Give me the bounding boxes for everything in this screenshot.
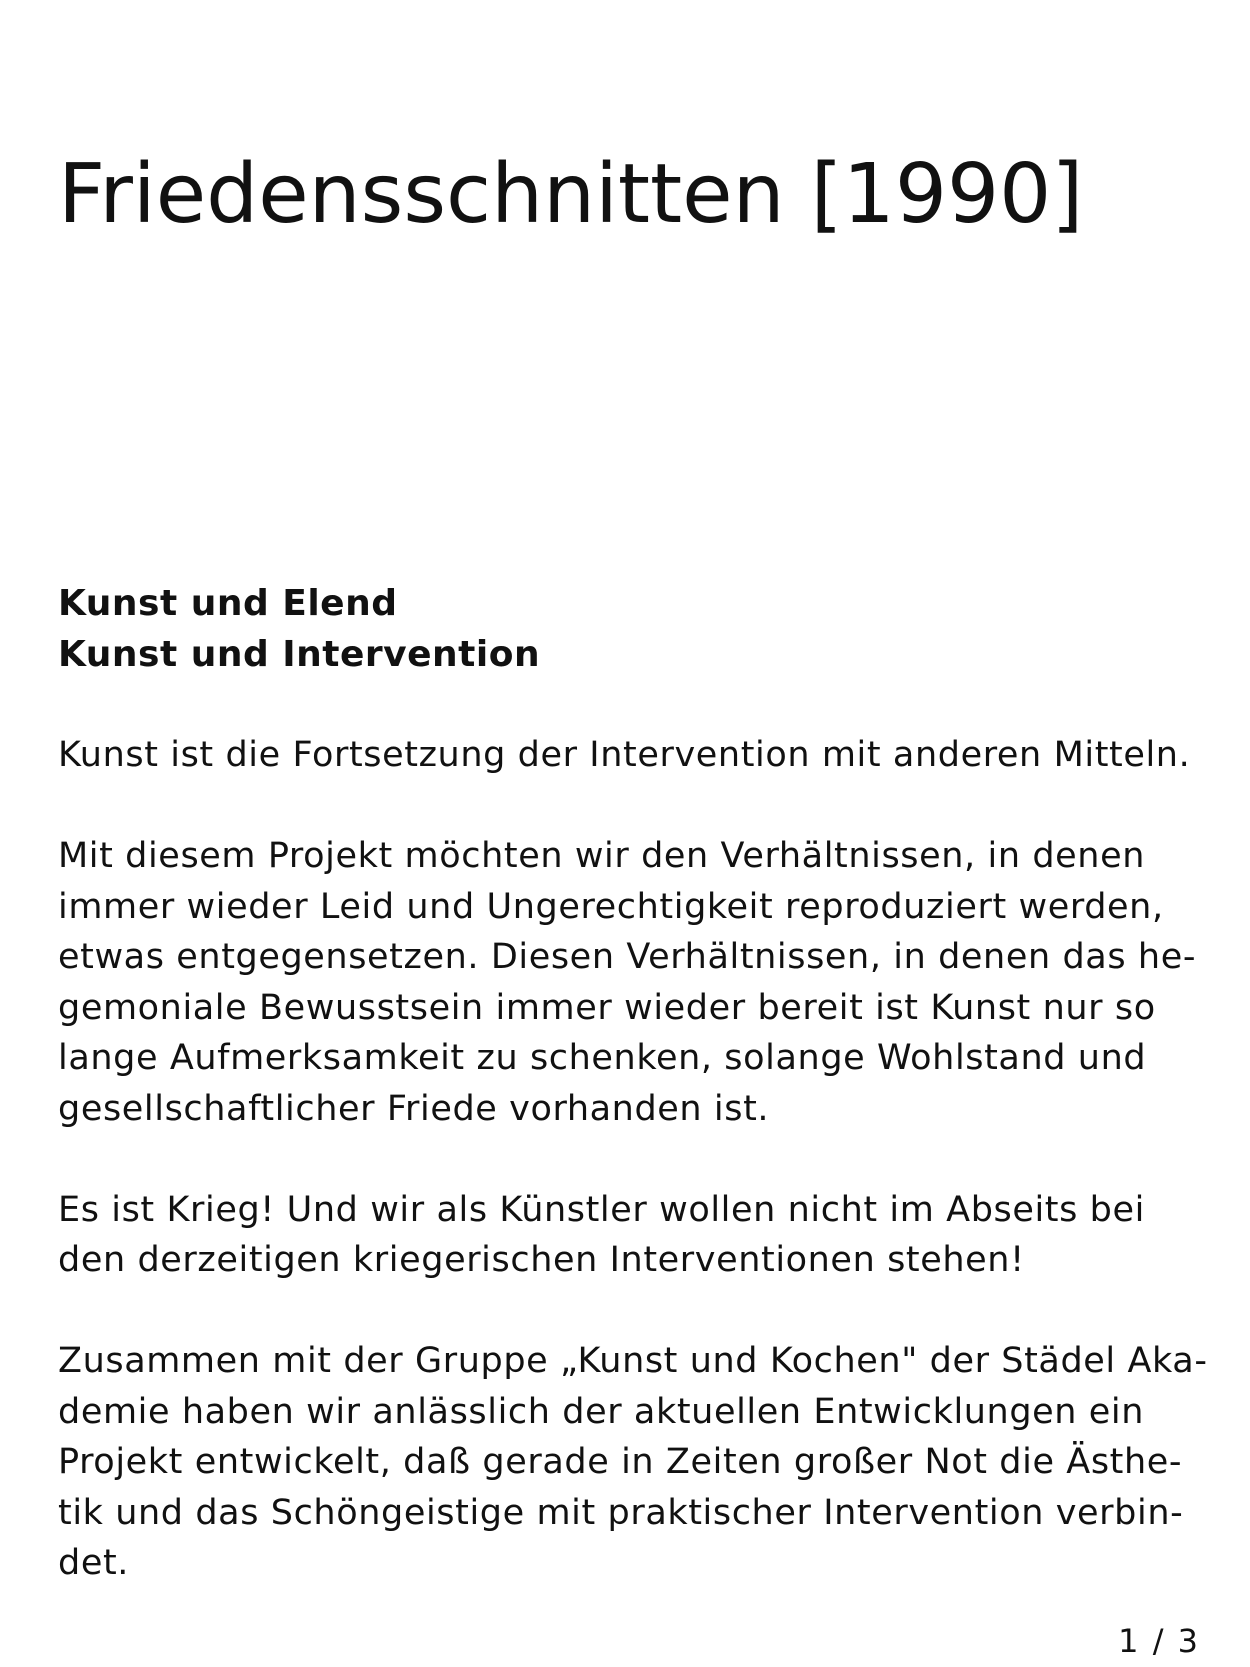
paragraph-line: tik und das Schöngeistige mit praktischer Intervention verbin-	[58, 1492, 1184, 1533]
paragraph-line: gemoniale Bewusstsein immer wieder bereit ist Kunst nur so	[58, 987, 1156, 1028]
paragraph-line: demie haben wir anlässlich der aktuellen Entwicklungen ein	[58, 1391, 1145, 1432]
paragraph-line: etwas entgegensetzen. Diesen Verhältnissen, in denen das he-	[58, 937, 1197, 977]
paragraph-line: Es ist Krieg! Und wir als Künstler wollen nicht im Abseits bei	[58, 1189, 1145, 1230]
paragraph-line: gesellschaftlicher Friede vorhanden ist.	[58, 1088, 770, 1129]
paragraph-line: det.	[58, 1543, 129, 1583]
paragraph-line: Kunst ist die Fortsetzung der Intervention mit anderen Mitteln.	[58, 735, 1191, 775]
paragraph-line: lange Aufmerksamkeit zu schenken, solange Wohlstand und	[58, 1038, 1147, 1078]
paragraph-line: Projekt entwickelt, daß gerade in Zeiten großer Not die Ästhe-	[58, 1442, 1183, 1482]
paragraph-2	[58, 831, 1208, 1134]
paragraph-1	[58, 730, 1208, 781]
page-title: Friedensschnitten [1990]	[58, 147, 1084, 242]
subheadings	[58, 578, 540, 680]
paragraph-line: den derzeitigen kriegerischen Interventionen stehen!	[58, 1240, 1025, 1280]
subheading-1: Kunst und Elend	[58, 583, 398, 624]
paragraph-4	[58, 1336, 1208, 1589]
paragraph-line: immer wieder Leid und Ungerechtigkeit reproduziert werden,	[58, 886, 1164, 927]
paragraph-3	[58, 1185, 1208, 1286]
paragraph-line: Mit diesem Projekt möchten wir den Verhältnissen, in denen	[58, 836, 1145, 876]
body-text	[58, 730, 1208, 1639]
page-number: 1 / 3	[1118, 1622, 1200, 1660]
paragraph-line: Zusammen mit der Gruppe „Kunst und Kochen" der Städel Aka-	[58, 1341, 1208, 1381]
subheading-2: Kunst und Intervention	[58, 634, 541, 675]
